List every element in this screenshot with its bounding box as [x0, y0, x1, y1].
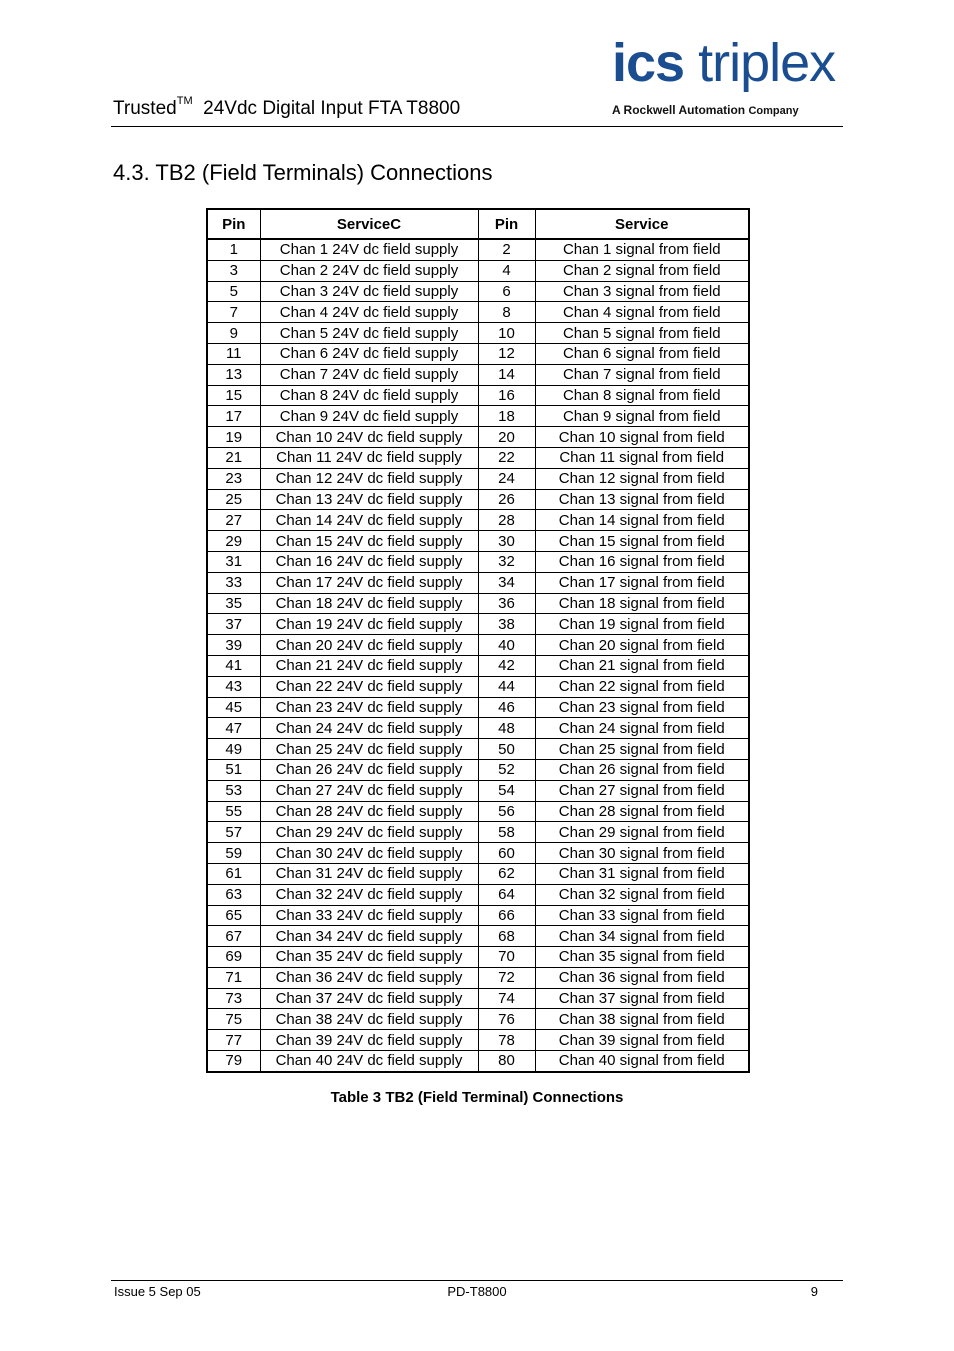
table-row — [207, 759, 749, 780]
pin-odd-cell: 39 — [207, 635, 260, 656]
header-pin: Pin — [478, 209, 535, 239]
pin-even-cell: 22 — [478, 447, 535, 468]
supply-service-cell: Chan 21 24V dc field supply — [260, 655, 478, 676]
pin-odd-cell: 69 — [207, 947, 260, 968]
signal-service-cell: Chan 2 signal from field — [535, 260, 749, 281]
pin-odd-cell: 37 — [207, 614, 260, 635]
supply-service-cell: Chan 29 24V dc field supply — [260, 822, 478, 843]
pin-odd-cell: 31 — [207, 551, 260, 572]
table-row — [207, 676, 749, 697]
pin-odd-cell: 75 — [207, 1009, 260, 1030]
table-row — [207, 427, 749, 448]
table-row — [207, 260, 749, 281]
supply-service-cell: Chan 10 24V dc field supply — [260, 427, 478, 448]
pin-even-cell: 78 — [478, 1030, 535, 1051]
table-row — [207, 801, 749, 822]
signal-service-cell: Chan 3 signal from field — [535, 281, 749, 302]
pin-odd-cell: 47 — [207, 718, 260, 739]
table-row — [207, 385, 749, 406]
supply-service-cell: Chan 11 24V dc field supply — [260, 447, 478, 468]
supply-service-cell: Chan 15 24V dc field supply — [260, 531, 478, 552]
page-number: 9 — [810, 1284, 818, 1299]
pin-odd-cell: 29 — [207, 531, 260, 552]
supply-service-cell: Chan 4 24V dc field supply — [260, 302, 478, 323]
table-row — [207, 635, 749, 656]
pin-even-cell: 20 — [478, 427, 535, 448]
supply-service-cell: Chan 38 24V dc field supply — [260, 1009, 478, 1030]
supply-service-cell: Chan 24 24V dc field supply — [260, 718, 478, 739]
signal-service-cell: Chan 30 signal from field — [535, 843, 749, 864]
table-row — [207, 905, 749, 926]
pin-even-cell: 2 — [478, 239, 535, 260]
signal-service-cell: Chan 38 signal from field — [535, 1009, 749, 1030]
signal-service-cell: Chan 23 signal from field — [535, 697, 749, 718]
table-row — [207, 780, 749, 801]
pin-odd-cell: 27 — [207, 510, 260, 531]
supply-service-cell: Chan 14 24V dc field supply — [260, 510, 478, 531]
supply-service-cell: Chan 35 24V dc field supply — [260, 947, 478, 968]
logo-tagline — [612, 103, 799, 117]
table-row — [207, 655, 749, 676]
signal-service-cell: Chan 12 signal from field — [535, 468, 749, 489]
table-row — [207, 551, 749, 572]
pin-odd-cell: 41 — [207, 655, 260, 676]
pin-even-cell: 10 — [478, 323, 535, 344]
pin-even-cell: 64 — [478, 884, 535, 905]
pin-even-cell: 56 — [478, 801, 535, 822]
pin-odd-cell: 65 — [207, 905, 260, 926]
supply-service-cell: Chan 32 24V dc field supply — [260, 884, 478, 905]
pin-odd-cell: 1 — [207, 239, 260, 260]
pin-odd-cell: 33 — [207, 572, 260, 593]
pin-odd-cell: 53 — [207, 780, 260, 801]
supply-service-cell: Chan 26 24V dc field supply — [260, 759, 478, 780]
table-row — [207, 468, 749, 489]
supply-service-cell: Chan 19 24V dc field supply — [260, 614, 478, 635]
table-row — [207, 323, 749, 344]
supply-service-cell: Chan 12 24V dc field supply — [260, 468, 478, 489]
table-row — [207, 1009, 749, 1030]
table-row — [207, 572, 749, 593]
pin-odd-cell: 21 — [207, 447, 260, 468]
table-row — [207, 531, 749, 552]
logo-tagline-main: A Rockwell Automation — [612, 103, 746, 117]
footer-divider — [111, 1280, 843, 1281]
pin-even-cell: 46 — [478, 697, 535, 718]
supply-service-cell: Chan 40 24V dc field supply — [260, 1051, 478, 1072]
header-divider — [111, 126, 843, 127]
signal-service-cell: Chan 11 signal from field — [535, 447, 749, 468]
header-service-c: ServiceC — [260, 209, 478, 239]
footer-issue: Issue 5 Sep 05 — [114, 1284, 201, 1299]
table-row — [207, 447, 749, 468]
pin-even-cell: 38 — [478, 614, 535, 635]
table-row — [207, 822, 749, 843]
signal-service-cell: Chan 4 signal from field — [535, 302, 749, 323]
table-row — [207, 1051, 749, 1072]
supply-service-cell: Chan 34 24V dc field supply — [260, 926, 478, 947]
pin-even-cell: 18 — [478, 406, 535, 427]
table-row — [207, 1030, 749, 1051]
supply-service-cell: Chan 36 24V dc field supply — [260, 967, 478, 988]
pin-odd-cell: 9 — [207, 323, 260, 344]
supply-service-cell: Chan 27 24V dc field supply — [260, 780, 478, 801]
pin-even-cell: 48 — [478, 718, 535, 739]
pin-even-cell: 66 — [478, 905, 535, 926]
pin-odd-cell: 55 — [207, 801, 260, 822]
supply-service-cell: Chan 18 24V dc field supply — [260, 593, 478, 614]
pin-odd-cell: 19 — [207, 427, 260, 448]
supply-service-cell: Chan 20 24V dc field supply — [260, 635, 478, 656]
pin-odd-cell: 67 — [207, 926, 260, 947]
pin-even-cell: 52 — [478, 759, 535, 780]
supply-service-cell: Chan 31 24V dc field supply — [260, 863, 478, 884]
signal-service-cell: Chan 5 signal from field — [535, 323, 749, 344]
signal-service-cell: Chan 9 signal from field — [535, 406, 749, 427]
pin-odd-cell: 73 — [207, 988, 260, 1009]
pin-even-cell: 80 — [478, 1051, 535, 1072]
table-row — [207, 967, 749, 988]
signal-service-cell: Chan 36 signal from field — [535, 967, 749, 988]
pin-odd-cell: 45 — [207, 697, 260, 718]
pin-even-cell: 12 — [478, 343, 535, 364]
pin-even-cell: 70 — [478, 947, 535, 968]
title-product: 24Vdc Digital Input FTA T8800 — [203, 98, 461, 119]
pin-even-cell: 40 — [478, 635, 535, 656]
logo-tagline-company: Company — [748, 105, 799, 117]
supply-service-cell: Chan 7 24V dc field supply — [260, 364, 478, 385]
signal-service-cell: Chan 24 signal from field — [535, 718, 749, 739]
supply-service-cell: Chan 37 24V dc field supply — [260, 988, 478, 1009]
signal-service-cell: Chan 25 signal from field — [535, 739, 749, 760]
pin-even-cell: 16 — [478, 385, 535, 406]
signal-service-cell: Chan 10 signal from field — [535, 427, 749, 448]
signal-service-cell: Chan 40 signal from field — [535, 1051, 749, 1072]
supply-service-cell: Chan 9 24V dc field supply — [260, 406, 478, 427]
pin-odd-cell: 3 — [207, 260, 260, 281]
trademark-superscript: TM — [176, 95, 193, 107]
pin-odd-cell: 17 — [207, 406, 260, 427]
signal-service-cell: Chan 31 signal from field — [535, 863, 749, 884]
table-row — [207, 988, 749, 1009]
signal-service-cell: Chan 37 signal from field — [535, 988, 749, 1009]
pin-even-cell: 74 — [478, 988, 535, 1009]
supply-service-cell: Chan 22 24V dc field supply — [260, 676, 478, 697]
supply-service-cell: Chan 25 24V dc field supply — [260, 739, 478, 760]
signal-service-cell: Chan 33 signal from field — [535, 905, 749, 926]
signal-service-cell: Chan 28 signal from field — [535, 801, 749, 822]
supply-service-cell: Chan 17 24V dc field supply — [260, 572, 478, 593]
pin-even-cell: 62 — [478, 863, 535, 884]
signal-service-cell: Chan 8 signal from field — [535, 385, 749, 406]
supply-service-cell: Chan 13 24V dc field supply — [260, 489, 478, 510]
pin-even-cell: 50 — [478, 739, 535, 760]
pin-odd-cell: 13 — [207, 364, 260, 385]
supply-service-cell: Chan 2 24V dc field supply — [260, 260, 478, 281]
signal-service-cell: Chan 26 signal from field — [535, 759, 749, 780]
supply-service-cell: Chan 28 24V dc field supply — [260, 801, 478, 822]
pin-even-cell: 6 — [478, 281, 535, 302]
supply-service-cell: Chan 30 24V dc field supply — [260, 843, 478, 864]
header-service: Service — [535, 209, 749, 239]
table-row — [207, 593, 749, 614]
pin-odd-cell: 25 — [207, 489, 260, 510]
signal-service-cell: Chan 16 signal from field — [535, 551, 749, 572]
table-caption: Table 3 TB2 (Field Terminal) Connections — [330, 1089, 624, 1106]
pin-odd-cell: 11 — [207, 343, 260, 364]
pin-odd-cell: 49 — [207, 739, 260, 760]
table-row — [207, 510, 749, 531]
pin-odd-cell: 35 — [207, 593, 260, 614]
pin-odd-cell: 59 — [207, 843, 260, 864]
pin-even-cell: 68 — [478, 926, 535, 947]
supply-service-cell: Chan 8 24V dc field supply — [260, 385, 478, 406]
signal-service-cell: Chan 21 signal from field — [535, 655, 749, 676]
pin-odd-cell: 43 — [207, 676, 260, 697]
table-row — [207, 947, 749, 968]
pin-even-cell: 8 — [478, 302, 535, 323]
table-row — [207, 739, 749, 760]
pin-odd-cell: 51 — [207, 759, 260, 780]
table-row — [207, 843, 749, 864]
supply-service-cell: Chan 5 24V dc field supply — [260, 323, 478, 344]
footer-doc-id: PD-T8800 — [447, 1284, 507, 1299]
table-row — [207, 697, 749, 718]
signal-service-cell: Chan 6 signal from field — [535, 343, 749, 364]
signal-service-cell: Chan 29 signal from field — [535, 822, 749, 843]
signal-service-cell: Chan 13 signal from field — [535, 489, 749, 510]
supply-service-cell: Chan 33 24V dc field supply — [260, 905, 478, 926]
signal-service-cell: Chan 7 signal from field — [535, 364, 749, 385]
header-pin: Pin — [207, 209, 260, 239]
pin-even-cell: 14 — [478, 364, 535, 385]
pin-even-cell: 28 — [478, 510, 535, 531]
table-row — [207, 239, 749, 260]
pin-odd-cell: 63 — [207, 884, 260, 905]
pin-odd-cell: 61 — [207, 863, 260, 884]
signal-service-cell: Chan 14 signal from field — [535, 510, 749, 531]
signal-service-cell: Chan 35 signal from field — [535, 947, 749, 968]
connections-table — [206, 208, 750, 1073]
pin-even-cell: 76 — [478, 1009, 535, 1030]
table-row — [207, 302, 749, 323]
pin-even-cell: 34 — [478, 572, 535, 593]
table-row — [207, 884, 749, 905]
supply-service-cell: Chan 6 24V dc field supply — [260, 343, 478, 364]
company-logo — [612, 33, 844, 122]
supply-service-cell: Chan 16 24V dc field supply — [260, 551, 478, 572]
table-row — [207, 614, 749, 635]
pin-even-cell: 36 — [478, 593, 535, 614]
signal-service-cell: Chan 17 signal from field — [535, 572, 749, 593]
pin-even-cell: 30 — [478, 531, 535, 552]
supply-service-cell: Chan 3 24V dc field supply — [260, 281, 478, 302]
logo-wordmark — [612, 33, 836, 93]
signal-service-cell: Chan 27 signal from field — [535, 780, 749, 801]
table-row — [207, 364, 749, 385]
table-row — [207, 406, 749, 427]
table-row — [207, 718, 749, 739]
pin-even-cell: 32 — [478, 551, 535, 572]
table-row — [207, 926, 749, 947]
signal-service-cell: Chan 39 signal from field — [535, 1030, 749, 1051]
table-body — [207, 239, 749, 1072]
table-row — [207, 863, 749, 884]
signal-service-cell: Chan 19 signal from field — [535, 614, 749, 635]
pin-even-cell: 26 — [478, 489, 535, 510]
supply-service-cell: Chan 1 24V dc field supply — [260, 239, 478, 260]
pin-even-cell: 58 — [478, 822, 535, 843]
pin-odd-cell: 7 — [207, 302, 260, 323]
table-header-row — [207, 209, 749, 239]
document-title — [113, 95, 461, 120]
signal-service-cell: Chan 34 signal from field — [535, 926, 749, 947]
supply-service-cell: Chan 23 24V dc field supply — [260, 697, 478, 718]
pin-even-cell: 44 — [478, 676, 535, 697]
supply-service-cell: Chan 39 24V dc field supply — [260, 1030, 478, 1051]
pin-odd-cell: 23 — [207, 468, 260, 489]
logo-triplex: triplex — [698, 33, 836, 93]
table-row — [207, 343, 749, 364]
pin-even-cell: 24 — [478, 468, 535, 489]
pin-odd-cell: 15 — [207, 385, 260, 406]
title-brand: Trusted — [113, 98, 177, 119]
pin-even-cell: 4 — [478, 260, 535, 281]
pin-even-cell: 72 — [478, 967, 535, 988]
table-row — [207, 489, 749, 510]
pin-even-cell: 54 — [478, 780, 535, 801]
pin-odd-cell: 5 — [207, 281, 260, 302]
signal-service-cell: Chan 15 signal from field — [535, 531, 749, 552]
pin-even-cell: 42 — [478, 655, 535, 676]
pin-odd-cell: 71 — [207, 967, 260, 988]
signal-service-cell: Chan 22 signal from field — [535, 676, 749, 697]
logo-ics: ics — [612, 33, 685, 93]
pin-odd-cell: 77 — [207, 1030, 260, 1051]
table-row — [207, 281, 749, 302]
pin-odd-cell: 57 — [207, 822, 260, 843]
section-heading: 4.3. TB2 (Field Terminals) Connections — [113, 160, 493, 185]
signal-service-cell: Chan 18 signal from field — [535, 593, 749, 614]
signal-service-cell: Chan 20 signal from field — [535, 635, 749, 656]
pin-even-cell: 60 — [478, 843, 535, 864]
pin-odd-cell: 79 — [207, 1051, 260, 1072]
signal-service-cell: Chan 1 signal from field — [535, 239, 749, 260]
signal-service-cell: Chan 32 signal from field — [535, 884, 749, 905]
